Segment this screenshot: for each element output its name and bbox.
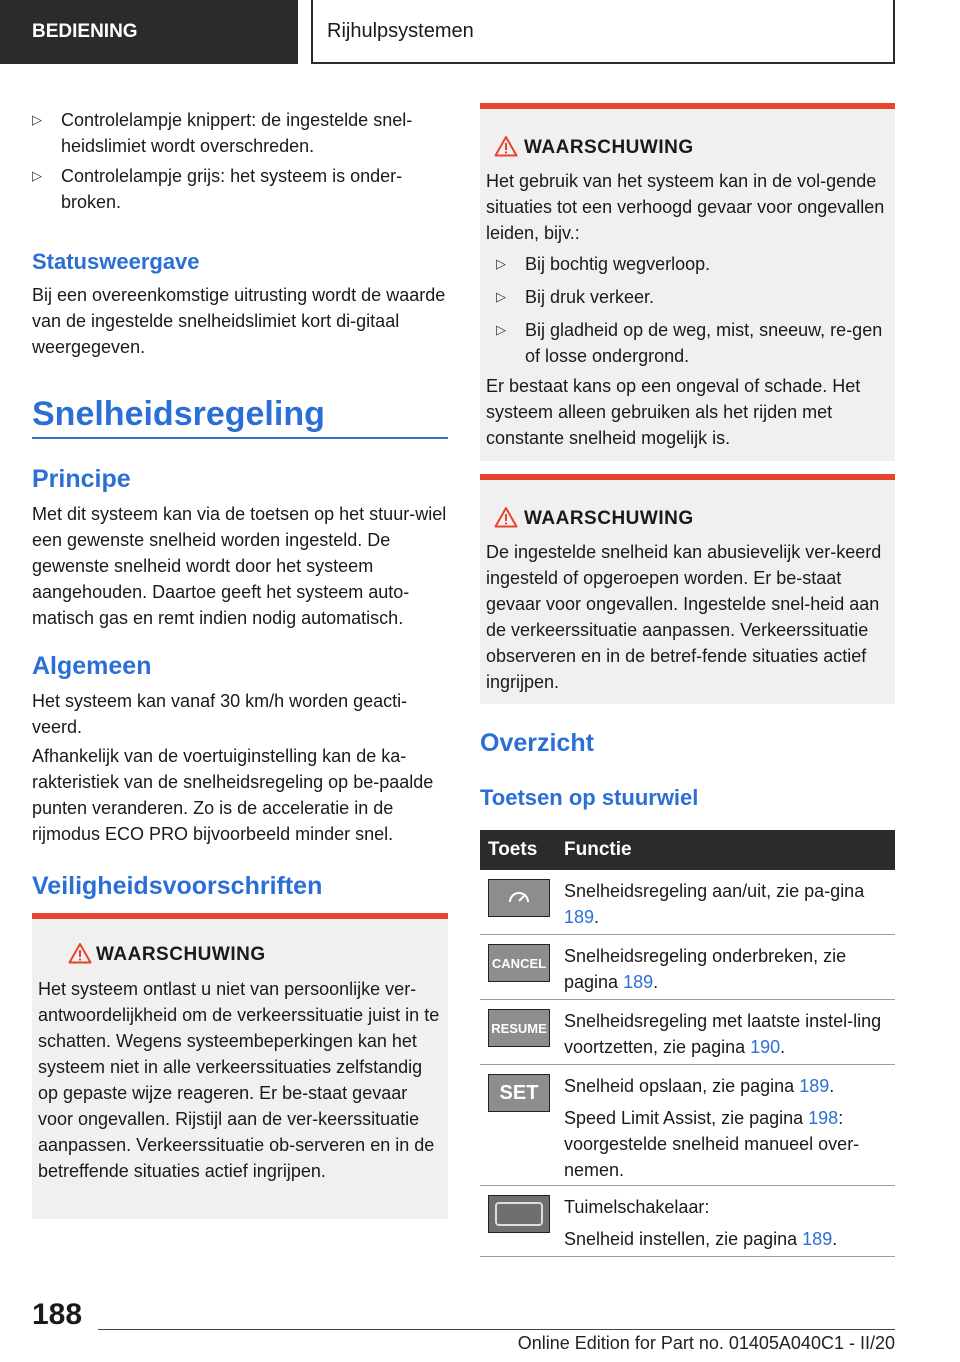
- triangle-bullet-icon: ▷: [496, 322, 506, 337]
- resume-key-icon: RESUME: [488, 1009, 550, 1047]
- warning-title: WAARSCHUWING: [524, 508, 694, 529]
- table-header: [480, 830, 895, 870]
- warning-box: [480, 103, 895, 461]
- key-description: Snelheidsregeling onderbreken, zie pagina 189.: [564, 946, 847, 992]
- list-item: ▷ Bij gladheid op de weg, mist, sneeuw, re-gen of losse ondergrond.: [496, 317, 886, 369]
- header-chapter: Rijhulpsystemen: [311, 0, 895, 64]
- warning-title: WAARSCHUWING: [96, 944, 266, 965]
- warning-triangle-icon: [494, 506, 518, 528]
- list-item: ▷ Controlelampje grijs: het systeem is onder-broken.: [32, 163, 448, 215]
- triangle-bullet-icon: ▷: [32, 168, 42, 183]
- header-section: BEDIENING: [0, 0, 298, 64]
- statusweergave-text: Bij een overeenkomstige uitrusting wordt de waarde van de ingestelde snelheidslimiet kort di-gitaal weergegeven.: [32, 285, 446, 357]
- page-link[interactable]: 189: [799, 1076, 830, 1096]
- footer-edition: Online Edition for Part no. 01405A040C1 - II/20: [517, 1333, 895, 1353]
- title-underline: [32, 437, 448, 439]
- footer-divider: [98, 1329, 895, 1330]
- triangle-bullet-icon: ▷: [496, 256, 506, 271]
- warning-triangle-icon: [68, 942, 92, 964]
- warning-box: [32, 913, 448, 1219]
- warning-box: [480, 474, 895, 704]
- heading-principe: Principe: [32, 465, 131, 493]
- key-description: Snelheidsregeling met laatste instel-ling voortzetten, zie pagina 190.: [564, 1011, 882, 1057]
- page-link[interactable]: 190: [750, 1037, 781, 1057]
- heading-overzicht: Overzicht: [480, 729, 594, 757]
- triangle-bullet-icon: ▷: [496, 289, 506, 304]
- table-row: [480, 1186, 895, 1257]
- algemeen-text-2: Afhankelijk van de voertuiginstelling kan de ka-rakteristiek van de snelheidsregeling op be-paalde punten veranderen. Zo is de acceleratie in de rijmodus ECO PRO bijvoorbeeld minder snel.: [32, 746, 434, 844]
- rocker-switch-icon: [488, 1195, 550, 1233]
- speedometer-icon: [506, 888, 532, 908]
- heading-algemeen: Algemeen: [32, 652, 152, 680]
- table-row: [480, 870, 895, 935]
- principe-text: Met dit systeem kan via de toetsen op het stuur-wiel een gewenste snelheid worden ingesteld. De gewenste snelheid wordt door het systeem aangehouden. Daartoe geeft het systeem auto-matisch gas en remt indien nodig automatisch.: [32, 504, 447, 628]
- page-title: Snelheidsregeling: [32, 395, 325, 433]
- warning-outro: Er bestaat kans op een ongeval of schade. Het systeem alleen gebruiken als het rijden met constante snelheid mogelijk is.: [486, 376, 861, 448]
- page-number: 188: [32, 1298, 83, 1331]
- column-header-functie: Functie: [564, 839, 632, 860]
- key-description: Snelheidsregeling aan/uit, zie pa-gina 189.: [564, 881, 865, 927]
- page-link[interactable]: 198: [808, 1108, 839, 1128]
- table-row: [480, 1065, 895, 1186]
- warning-text: Het systeem ontlast u niet van persoonlijke ver-antwoordelijkheid om de verkeerssituatie juist in te schatten. Wegens systeembeperkingen kan het systeem niet in alle verkeerssituaties zelfstandig op gepaste wijze reageren. Er be-staat gevaar voor ongevallen. Rijstijl aan de ver-keerssituatie aanpassen. Verkeerssituatie ob-serveren en in de betreffende situaties actief ingrijpen.: [38, 979, 440, 1181]
- set-key-icon: SET: [488, 1074, 550, 1112]
- page-link[interactable]: 189: [564, 907, 595, 927]
- warning-title: WAARSCHUWING: [524, 137, 694, 158]
- list-item: ▷ Bij bochtig wegverloop.: [496, 251, 886, 277]
- table-row: [480, 935, 895, 1000]
- heading-veiligheidsvoorschriften: Veiligheidsvoorschriften: [32, 872, 323, 900]
- list-item: ▷ Controlelampje knippert: de ingestelde snel-heidslimiet wordt overschreden.: [32, 107, 448, 159]
- warning-text: De ingestelde snelheid kan abusievelijk ver-keerd ingesteld of opgeroepen worden. Er be-staat gevaar voor ongevallen. Ingestelde snel-heid aan de verkeerssituatie aanpassen. Verkeerssituatie observeren en in de betref-fende situaties actief ingrijpen.: [486, 542, 882, 692]
- column-header-toets: Toets: [488, 839, 538, 860]
- heading-statusweergave: Statusweergave: [32, 249, 200, 274]
- algemeen-text-1: Het systeem kan vanaf 30 km/h worden geacti-veerd.: [32, 691, 408, 737]
- cruise-onoff-key-icon: [488, 879, 550, 917]
- warning-intro: Het gebruik van het systeem kan in de vol-gende situaties tot een verhoogd gevaar voor ongevallen leiden, bijv.:: [486, 171, 885, 243]
- list-item: ▷ Bij druk verkeer.: [496, 284, 886, 310]
- heading-toetsen: Toetsen op stuurwiel: [480, 785, 699, 810]
- key-description: Snelheid opslaan, zie pagina 189. Speed Limit Assist, zie pagina 198: voorgestelde snelheid manueel over-nemen.: [564, 1076, 860, 1180]
- key-description: Tuimelschakelaar: Snelheid instellen, zie pagina 189.: [564, 1197, 838, 1249]
- warning-triangle-icon: [494, 135, 518, 157]
- page-link[interactable]: 189: [623, 972, 654, 992]
- triangle-bullet-icon: ▷: [32, 112, 42, 127]
- page-link[interactable]: 189: [802, 1229, 833, 1249]
- cancel-key-icon: CANCEL: [488, 944, 550, 982]
- table-row: [480, 1000, 895, 1065]
